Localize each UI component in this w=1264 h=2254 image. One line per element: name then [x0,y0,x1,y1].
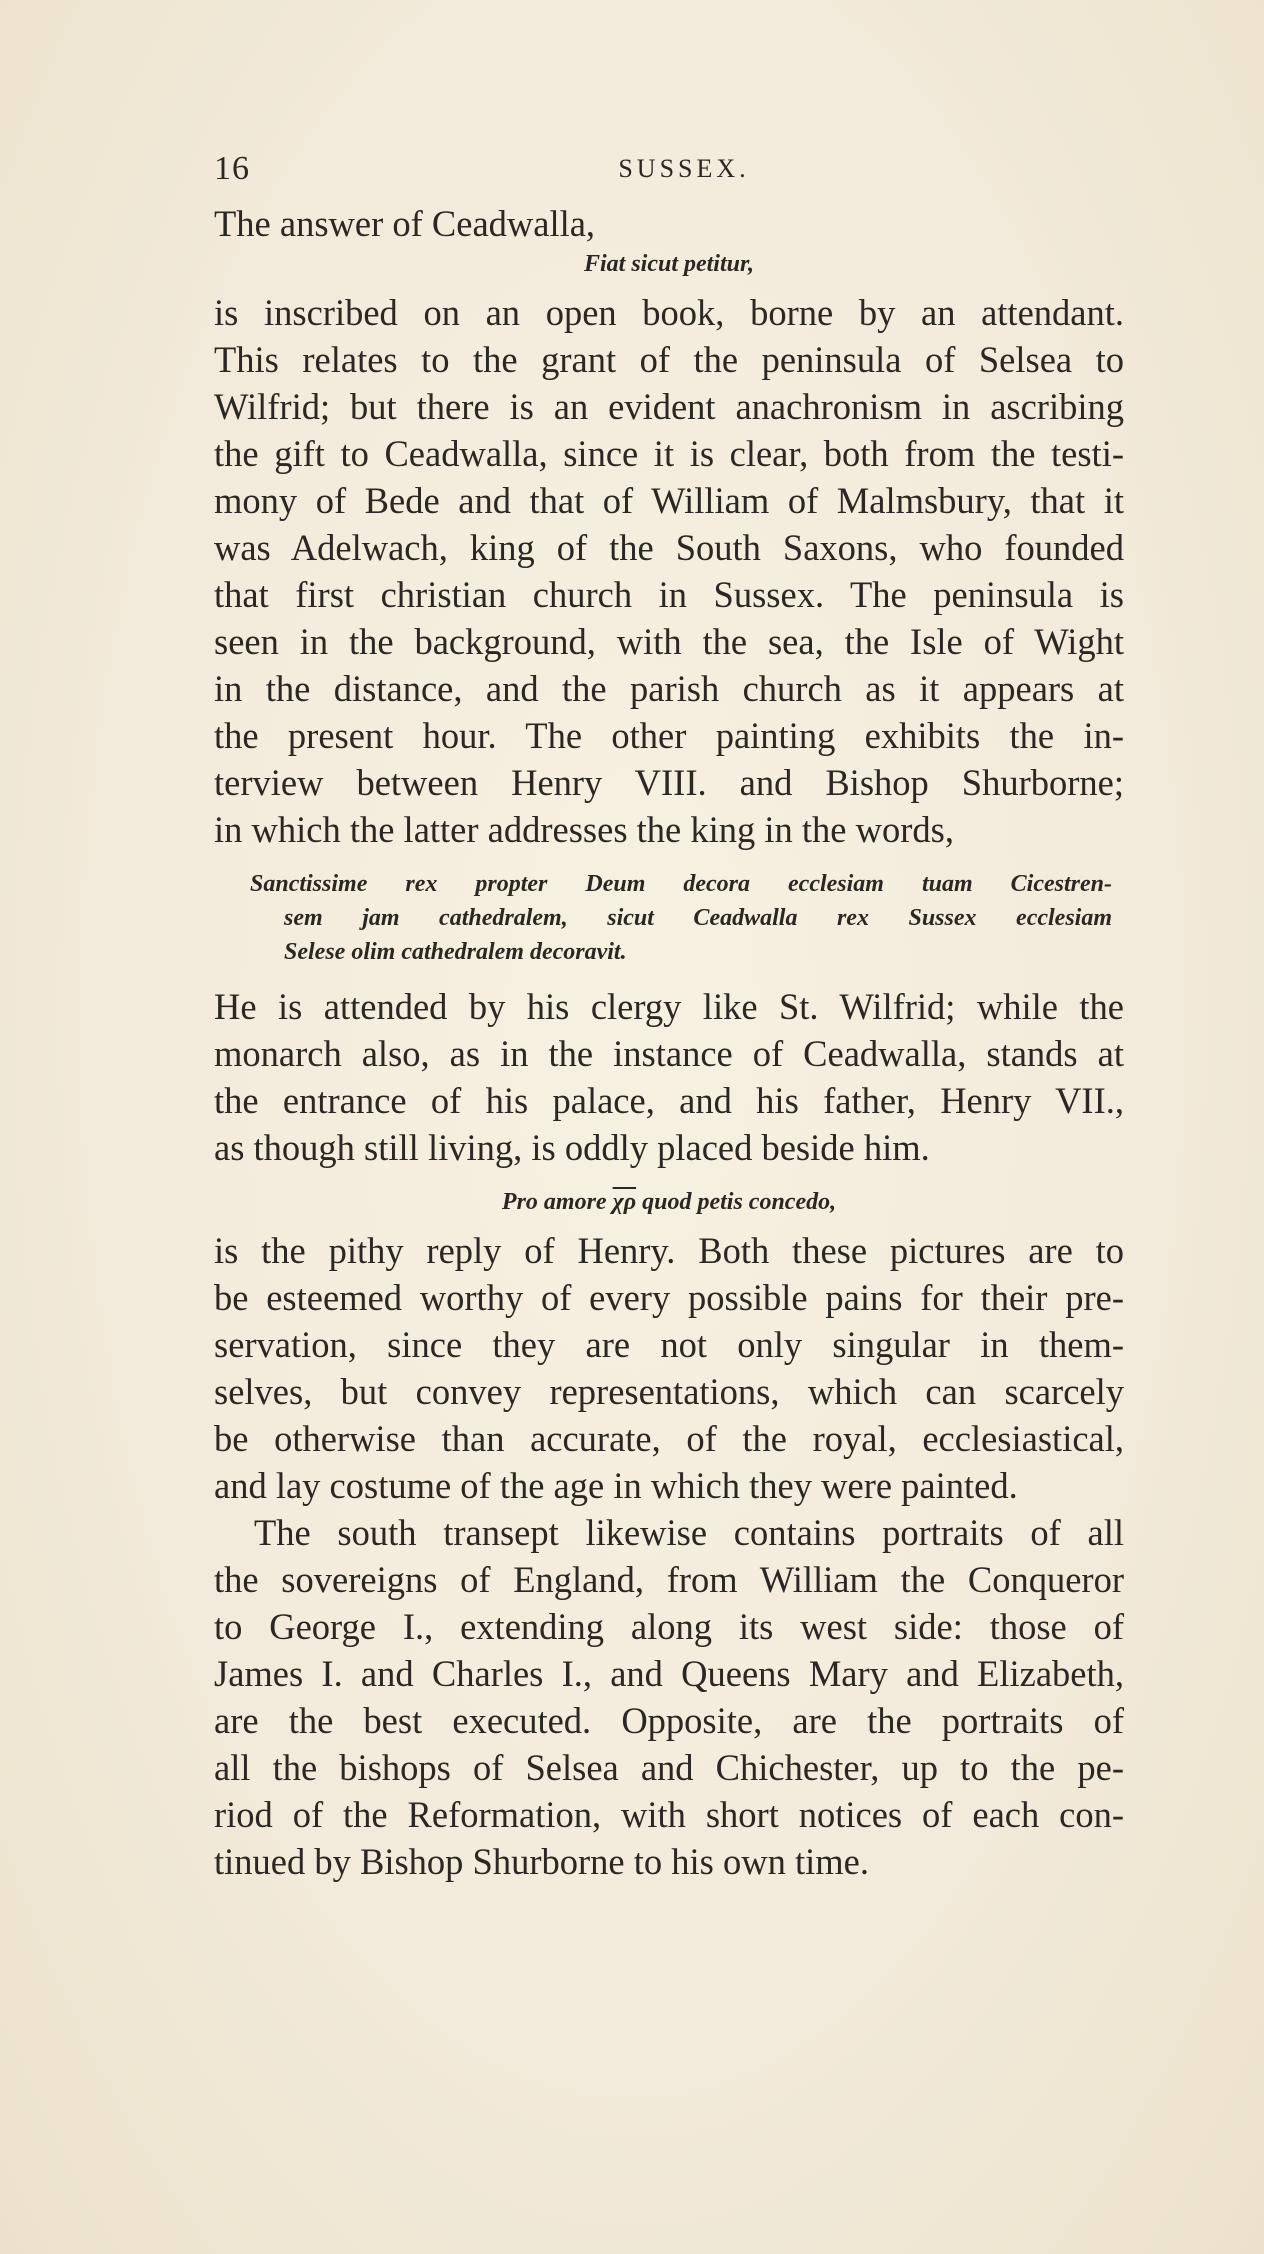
page-number: 16 [214,150,250,187]
paragraph [214,289,1124,853]
latin-quote-part: quod petis concedo, [642,1189,837,1215]
text-line: is the pithy reply of Henry. Both these pictures are to [214,1230,1124,1271]
text-line: terview between Henry VIII. and Bishop Shurborne; [214,762,1124,803]
text-line: was Adelwach, king of the South Saxons, who founded [214,527,1124,568]
latin-quote: Fiat sicut petitur, [583,251,755,277]
latin-abbreviation: $\overline{\chi\rho}$ [612,1189,637,1215]
latin-quote-line: Selese olim cathedralem decoravit. [284,939,627,965]
paragraph [214,1227,1124,1509]
text-line: seen in the background, with the sea, the Isle of Wight [214,621,1124,662]
text-line: be otherwise than accurate, of the royal, ecclesiastical, [214,1418,1124,1459]
text-line: tinued by Bishop Shurborne to his own time. [214,1841,869,1882]
latin-quote-line: Sanctissime rex propter Deum decora ecclesiam tuam Cicestren- [250,871,1112,897]
text-line: James I. and Charles I., and Queens Mary and Elizabeth, [214,1653,1124,1694]
paragraph [214,1509,1124,1885]
text-line: to George I., extending along its west side: those of [214,1606,1124,1647]
body-text [214,200,1124,1885]
text-line: Wilfrid; but there is an evident anachronism in ascribing [214,386,1124,427]
text-line: the entrance of his palace, and his father, Henry VII., [214,1080,1124,1121]
text-line: the gift to Ceadwalla, since it is clear, both from the testi- [214,433,1124,474]
text-line: are the best executed. Opposite, are the portraits of [214,1700,1124,1741]
text-line: mony of Bede and that of William of Malmsbury, that it [214,480,1124,521]
text-line: be esteemed worthy of every possible pains for their pre- [214,1277,1124,1318]
text-line: is inscribed on an open book, borne by an attendant. [214,292,1124,333]
text-line: The south transept likewise contains portraits of all [254,1512,1124,1553]
text-line: in the distance, and the parish church as it appears at [214,668,1124,709]
latin-quote [214,1185,1124,1219]
latin-quote-part: Pro amore [501,1189,607,1215]
text-line: that first christian church in Sussex. The peninsula is [214,574,1124,615]
text-line: monarch also, as in the instance of Ceadwalla, stands at [214,1033,1124,1074]
text-line: in which the latter addresses the king in the words, [214,809,954,850]
text-line: as though still living, is oddly placed beside him. [214,1127,930,1168]
latin-quote-block [214,867,1124,969]
text-line: riod of the Reformation, with short notices of each con- [214,1794,1124,1835]
text-line: He is attended by his clergy like St. Wilfrid; while the [214,986,1124,1027]
running-head: SUSSEX. [618,154,750,183]
page-header [214,150,1154,190]
text-line: This relates to the grant of the peninsula of Selsea to [214,339,1124,380]
latin-quote-line: sem jam cathedralem, sicut Ceadwalla rex Sussex ecclesiam [284,905,1112,931]
paragraph [214,983,1124,1171]
text-line: servation, since they are not only singular in them- [214,1324,1124,1365]
text-line: the present hour. The other painting exhibits the in- [214,715,1124,756]
text-line: the sovereigns of England, from William the Conqueror [214,1559,1124,1600]
text-line: The answer of Ceadwalla, [214,203,596,244]
text-line: and lay costume of the age in which they were painted. [214,1465,1018,1506]
text-line: all the bishops of Selsea and Chichester, up to the pe- [214,1747,1124,1788]
text-line: selves, but convey representations, which can scarcely [214,1371,1124,1412]
